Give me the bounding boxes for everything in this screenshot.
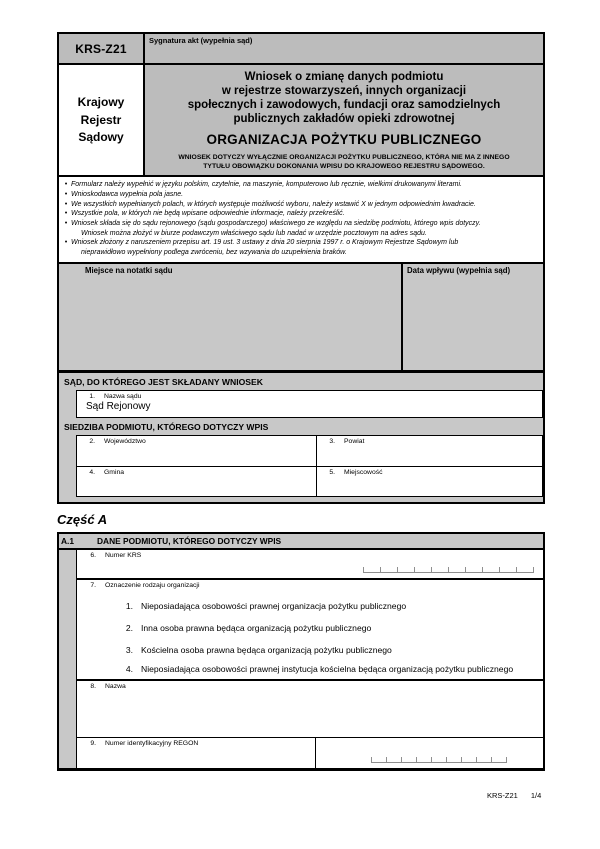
instruction-text-line1: Wniosek składa się do sądu rejonowego (sądu gospodarczego) właściwego ze względu na siedzibę podmiotu, którego wpis dotyczy.: [71, 220, 481, 228]
org-type-option-4[interactable]: [77, 664, 543, 674]
header-band: [59, 34, 543, 63]
field-label-row: [317, 436, 542, 445]
digit-box[interactable]: [516, 567, 534, 573]
field-voivodeship[interactable]: [77, 436, 316, 466]
field-number: 8.: [90, 683, 96, 690]
form-title-line: Wniosek o zmianę danych podmiotu: [244, 71, 444, 83]
section-a1-code: A.1: [61, 536, 75, 546]
field-court-name[interactable]: [76, 390, 543, 418]
registry-line: Rejestr: [80, 112, 122, 127]
field-label: Nazwa: [105, 683, 126, 690]
field-miejscowosc[interactable]: [316, 466, 542, 496]
seat-section-header: SIEDZIBA PODMIOTU, KTÓREGO DOTYCZY WPIS: [64, 421, 269, 432]
org-type-option-3[interactable]: [77, 645, 543, 655]
digit-box[interactable]: [380, 567, 398, 573]
court-notes-area[interactable]: [59, 264, 401, 370]
bullet-icon: •: [64, 191, 68, 199]
field-number: 7.: [90, 582, 96, 589]
field-label: Numer identyfikacyjny REGON: [105, 740, 199, 747]
signature-label: Sygnatura akt (wypełnia sąd): [149, 36, 253, 45]
field-label-row: [77, 436, 316, 445]
bullet-icon: •: [64, 181, 68, 189]
bullet-icon: •: [64, 200, 68, 208]
registry-line: Krajowy: [77, 95, 125, 110]
instruction-text: Formularz należy wypełnić w języku polskim, czytelnie, na maszynie, komputerowo lub ręcznie, wielkimi drukowanymi literami.: [71, 181, 462, 189]
instruction-item: [61, 209, 539, 219]
field-label-row: [77, 391, 542, 400]
instructions-list: [59, 175, 543, 261]
form-code-box: [59, 34, 145, 63]
section-a1-fields: [76, 550, 543, 768]
digit-box[interactable]: [363, 567, 381, 573]
option-number: 4.: [125, 664, 133, 674]
option-label: Kościelna osoba prawna będąca organizacją pożytku publicznego: [141, 645, 392, 655]
field-label-row: [77, 738, 315, 747]
field-number: 2.: [89, 437, 95, 445]
part-a-heading: Część A: [57, 512, 108, 527]
instruction-text: Wszystkie pola, w których nie będą wpisane odpowiednie informacje, należy przekreślić.: [71, 210, 345, 218]
instruction-text: Wnioskodawca wypełnia pola jasne.: [71, 191, 184, 199]
org-type-option-1[interactable]: [77, 601, 543, 611]
field-number: 4.: [89, 468, 95, 476]
registry-line: Sądowy: [78, 129, 124, 144]
field-label: Gmina: [104, 468, 125, 476]
field-label-row: [77, 681, 543, 690]
digit-box[interactable]: [482, 567, 500, 573]
field-label-row: [77, 580, 543, 589]
field-gmina[interactable]: [77, 466, 316, 496]
digit-box[interactable]: [491, 757, 507, 763]
field-label: Nazwa sądu: [104, 392, 142, 400]
form-title-line: w rejestrze stowarzyszeń, innych organizacji: [221, 85, 467, 98]
court-section: [59, 370, 543, 502]
form-subtitle: ORGANIZACJA POŻYTKU PUBLICZNEGO: [206, 132, 482, 148]
digit-box[interactable]: [476, 757, 492, 763]
form-scope-note: WNIOSEK DOTYCZY WYŁĄCZNIE ORGANIZACJI POŻYTKU PUBLICZNEGO, KTÓRA NIE MA Z INNEGO TYTUŁU OBOWIĄZKU DOKONANIA WPISU DO KRAJOWEGO REJESTRU SĄDOWEGO.: [178, 154, 510, 171]
option-number: 3.: [125, 645, 133, 655]
field-number: 5.: [329, 468, 335, 476]
field-number: 6.: [90, 552, 96, 559]
form-container: [57, 32, 545, 504]
field-regon-label-cell: [77, 738, 316, 768]
digit-box[interactable]: [465, 567, 483, 573]
digit-box[interactable]: [431, 757, 447, 763]
form-title-line: społecznych i zawodowych, fundacji oraz samodzielnych: [187, 99, 501, 112]
receipt-date-label: Data wpływu (wypełnia sąd): [407, 265, 511, 275]
field-name[interactable]: [77, 681, 543, 738]
court-section-header: SĄD, DO KTÓREGO JEST SKŁADANY WNIOSEK: [64, 376, 263, 387]
field-label-row: [77, 550, 543, 559]
field-organization-type: [77, 580, 543, 681]
receipt-date-area[interactable]: [401, 264, 543, 370]
instruction-item: [61, 238, 539, 257]
option-number: 2.: [125, 623, 133, 633]
field-krs-number[interactable]: [77, 550, 543, 580]
instruction-text: We wszystkich wypełnianych polach, w których występuje możliwość wyboru, należy wstawić X w jednym odpowiednim kwadracie.: [71, 200, 476, 208]
signature-field[interactable]: [145, 34, 543, 63]
instruction-text-line1: Wniosek złożony z naruszeniem przepisu art. 19 ust. 3 ustawy z dnia 20 sierpnia 1997 r. o Krajowym Rejestrze Sądowym lub: [71, 239, 459, 247]
instruction-text-line2: nieprawidłowo wypełniony podlega zwróceniu, bez wzywania do uzupełnienia braków.: [81, 249, 347, 256]
digit-box[interactable]: [386, 757, 402, 763]
footer-page-number: 1/4: [530, 791, 542, 800]
page-footer: [487, 791, 541, 800]
field-label: Numer KRS: [105, 552, 142, 559]
digit-box[interactable]: [431, 567, 449, 573]
field-number: 1.: [89, 392, 95, 400]
org-type-option-2[interactable]: [77, 623, 543, 633]
digit-box[interactable]: [448, 567, 466, 573]
option-label: Nieposiadająca osobowości prawnej instytucja kościelna będąca organizacją pożytku publicznego: [141, 664, 514, 674]
digit-box[interactable]: [371, 757, 387, 763]
field-powiat[interactable]: [316, 436, 542, 466]
court-name-value[interactable]: Sąd Rejonowy: [86, 400, 151, 412]
digit-box[interactable]: [401, 757, 417, 763]
seat-fields-grid: [76, 435, 543, 497]
field-label: Województwo: [104, 437, 146, 445]
bullet-icon: •: [64, 220, 68, 228]
form-title-box: [145, 65, 543, 175]
regon-digit-boxes[interactable]: [372, 757, 507, 763]
form-code-label: KRS-Z21: [75, 41, 127, 56]
field-label: Oznaczenie rodzaju organizacji: [105, 582, 200, 589]
court-notes-label: Miejsce na notatki sądu: [85, 265, 173, 275]
digit-box[interactable]: [499, 567, 517, 573]
instruction-item: [61, 190, 539, 200]
form-title-line: publicznych zakładów opieki zdrowotnej: [233, 113, 455, 126]
section-a1-gutter: [59, 550, 76, 768]
digit-box[interactable]: [416, 757, 432, 763]
option-label: Nieposiadająca osobowości prawnej organizacja pożytku publicznego: [141, 601, 407, 611]
title-band: [59, 63, 543, 175]
instruction-text: [71, 219, 539, 238]
registry-name-box: [59, 65, 145, 175]
field-number: 3.: [329, 437, 335, 445]
digit-box[interactable]: [414, 567, 432, 573]
instruction-text-line2: Wniosek można złożyć w biurze podawczym właściwego sądu lub nadać w urzędzie pocztowym na adres sądu.: [81, 229, 427, 237]
field-label-row: [77, 467, 316, 476]
bullet-icon: •: [64, 210, 68, 218]
section-a1-header: [59, 534, 543, 550]
krs-digit-boxes[interactable]: [364, 567, 534, 573]
footer-form-code: KRS-Z21: [487, 791, 518, 800]
section-a1-body: [59, 550, 543, 768]
bullet-icon: •: [64, 239, 68, 247]
field-label: Powiat: [344, 437, 365, 445]
field-label-row: [317, 467, 542, 476]
section-a1-title: DANE PODMIOTU, KTÓREGO DOTYCZY WPIS: [97, 536, 282, 546]
option-label: Inna osoba prawna będąca organizacją pożytku publicznego: [141, 623, 372, 633]
digit-box[interactable]: [461, 757, 477, 763]
field-number: 9.: [90, 740, 96, 747]
field-regon: [77, 738, 543, 768]
court-notes-band: [59, 262, 543, 370]
instruction-item: [61, 219, 539, 238]
field-regon-input-cell[interactable]: [316, 738, 543, 768]
instruction-item: [61, 200, 539, 210]
instruction-text: [71, 238, 539, 257]
digit-box[interactable]: [446, 757, 462, 763]
digit-box[interactable]: [397, 567, 415, 573]
section-a1: [57, 532, 545, 771]
field-label: Miejscowość: [344, 468, 383, 476]
option-number: 1.: [125, 601, 133, 611]
instruction-item: [61, 180, 539, 190]
